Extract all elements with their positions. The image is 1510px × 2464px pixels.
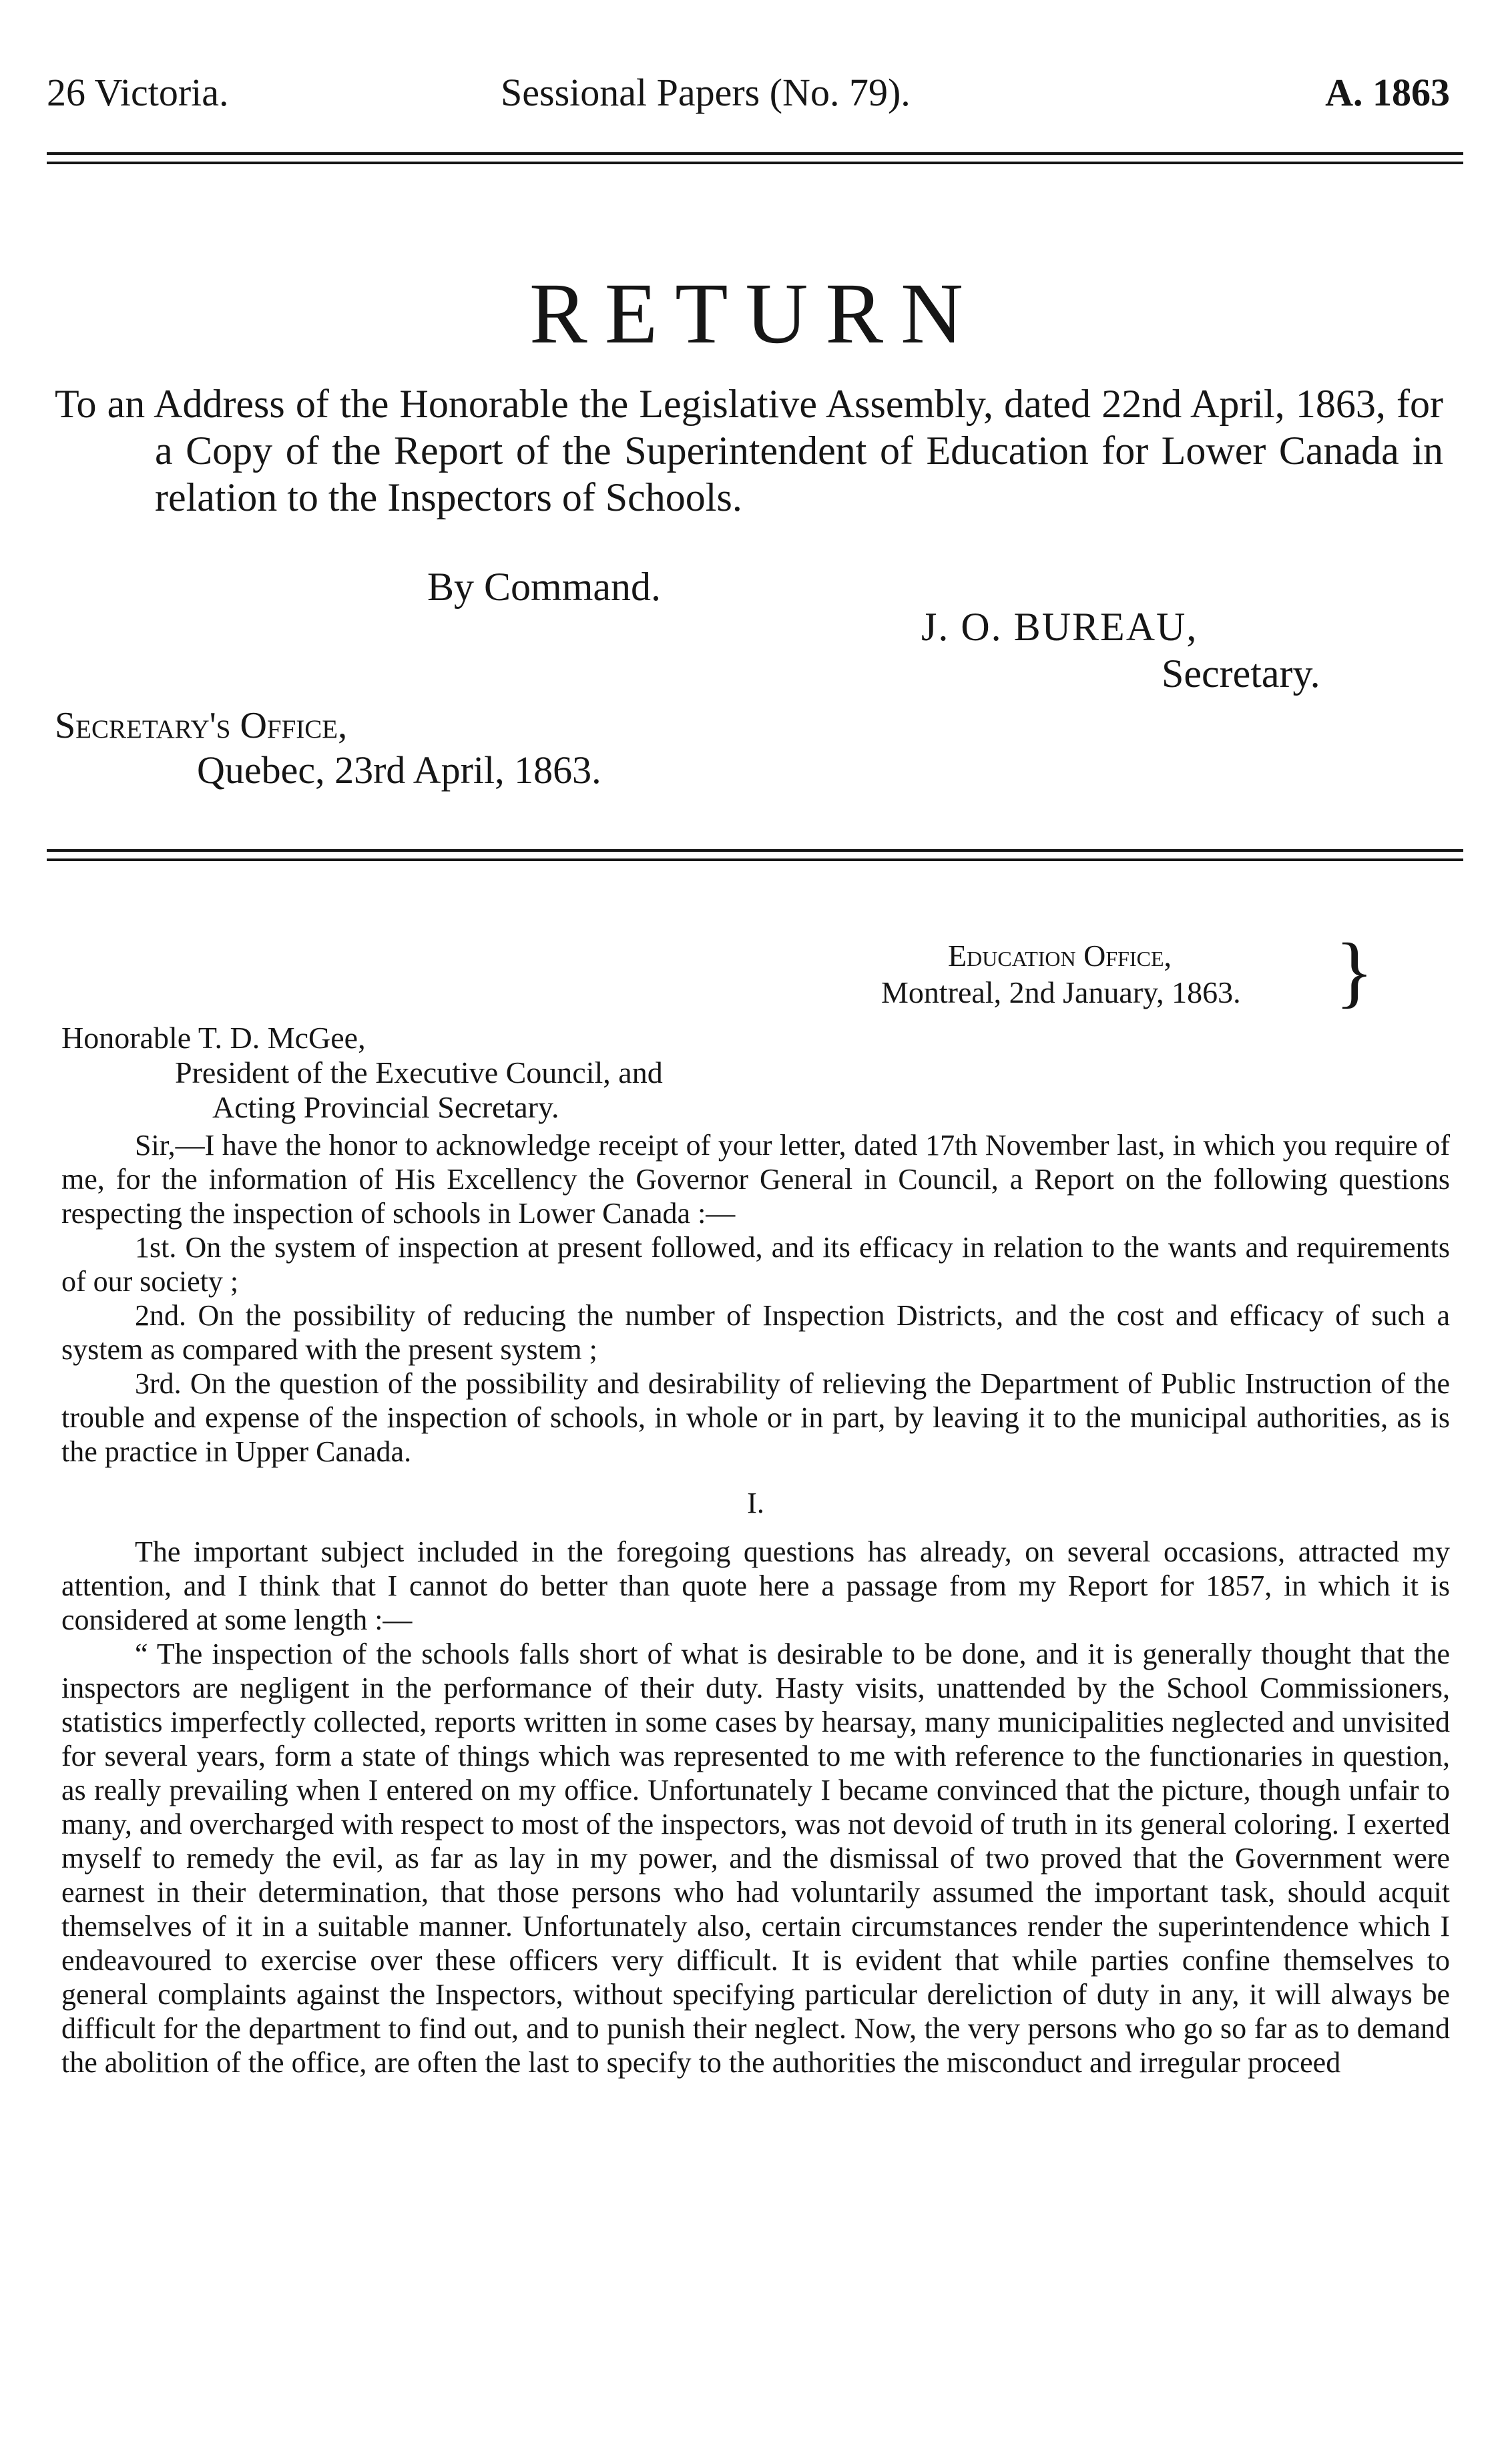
section-rule-top [47,849,1463,852]
addressee-name: Honorable T. D. McGee, [61,1021,366,1055]
section-heading: I. [747,1487,764,1519]
header-session: 26 Victoria. [47,71,229,114]
letter-question-2: 2nd. On the possibility of reducing the number of Inspection Districts, and the cost and efficacy of such a system as compared with the present system ; [61,1299,1450,1366]
office-name: Secretary's Office, [55,705,348,746]
header-rule-bottom [47,162,1463,164]
header-sessional-papers: Sessional Papers (No. 79). [501,71,911,114]
header-rule-top [47,152,1463,155]
section-rule-bottom [47,858,1463,861]
address-line: To an Address of the Honorable the Legislative Assembly, dated 22nd April, 1863, for a Copy of the Report of the Superintendent of Education for Lower Canada in relation to the Inspectors of Schools. [55,382,1443,519]
addressee-title-2: Acting Provincial Secretary. [212,1090,559,1124]
by-command: By Command. [427,565,662,609]
signer-name: J. O. BUREAU, [921,605,1198,649]
office-place-date: Quebec, 23rd April, 1863. [197,748,601,792]
document-title: RETURN [529,266,981,362]
header-year: A. 1863 [1325,71,1450,114]
letter-from-place-date: Montreal, 2nd January, 1863. [881,975,1241,1009]
brace-mark: } [1335,927,1374,1015]
signer-title: Secretary. [1162,652,1320,696]
letter-paragraph-quote: “ The inspection of the schools falls short of what is desirable to be done, and it is generally thought that the inspectors are negligent in the performance of their duty. Hasty visits, unattended by the School Commissioners, statistics imperfectly collected, reports written in some cases by hearsay, many municipalities neglected and unvisited for several years, form a state of things which was represented to me with reference to the functionaries in question, as really prevailing when I entered on my office. Unfortunately I became convinced that the picture, though unfair to many, and overcharged with respect to most of the inspectors, was not devoid of truth in its general coloring. I exerted myself to remedy the evil, as far as lay in my power, and the dismissal of two proved that the Government were earnest in their determination, that those persons who had voluntarily assumed the important task, should acquit themselves of it in a suitable manner. Unfortunately also, certain circumstances render the superintendence which I endeavoured to exercise over these officers very difficult. It is evident that while parties confine themselves to general complaints against the Inspectors, without specifying particular dereliction of duty in any, it will always be difficult for the department to find out, and to punish their neglect. Now, the very persons who go so far as to demand the abolition of the office, are often the last to specify to the authorities the misconduct and irregular proceed [61,1638,1450,2079]
letter-question-3: 3rd. On the question of the possibility and desirability of relieving the Department of Public Instruction of the trouble and expense of the inspection of schools, in whole or in part, by leaving it to the municipal authorities, as is the practice in Upper Canada. [61,1367,1450,1468]
letter-paragraph-salutation: Sir,—I have the honor to acknowledge receipt of your letter, dated 17th November last, in which you require of me, for the information of His Excellency the Governor General in Council, a Report on the following questions respecting the inspection of schools in Lower Canada :— [61,1129,1450,1230]
letter-body [61,1128,1450,2079]
letter-paragraph-intro: The important subject included in the foregoing questions has already, on several occasions, attracted my attention, and I think that I cannot do better than quote here a passage from my Report for 1857, in which it is considered at some length :— [61,1535,1450,1636]
address-text [55,381,1443,521]
addressee-title: President of the Executive Council, and [175,1055,663,1089]
letter-question-1: 1st. On the system of inspection at present followed, and its efficacy in relation to the wants and requirements of our society ; [61,1231,1450,1298]
letter-from-office: Education Office, [948,939,1172,973]
